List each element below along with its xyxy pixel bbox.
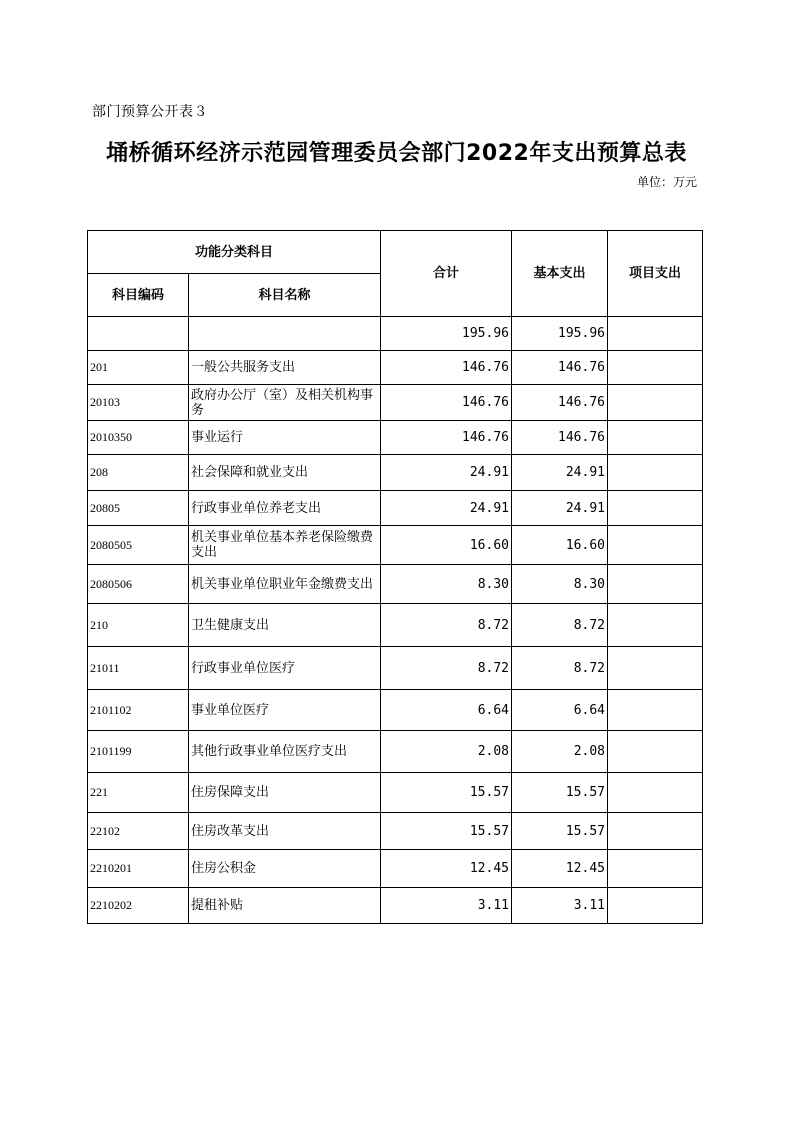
subject-name-cell: 机关事业单位基本养老保险缴费支出: [189, 526, 381, 565]
table-row: [88, 690, 703, 731]
table-row: [88, 351, 703, 385]
subject-code-cell: 208: [88, 455, 189, 491]
subject-name-cell: 社会保障和就业支出: [189, 455, 381, 491]
subject-name-cell: 卫生健康支出: [189, 604, 381, 647]
project-expenditure-cell: [608, 421, 703, 455]
project-expenditure-cell: [608, 526, 703, 565]
table-row: [88, 888, 703, 924]
table-row: [88, 526, 703, 565]
basic-expenditure-cell: 2.08: [512, 731, 608, 773]
budget-table: [87, 230, 703, 924]
subject-code-cell: 2101102: [88, 690, 189, 731]
project-expenditure-cell: [608, 604, 703, 647]
subject-code-cell: 2210202: [88, 888, 189, 924]
total-cell: 146.76: [381, 351, 512, 385]
subject-code-cell: [88, 317, 189, 351]
basic-expenditure-cell: 15.57: [512, 773, 608, 813]
basic-expenditure-cell: 24.91: [512, 455, 608, 491]
total-cell: 146.76: [381, 421, 512, 455]
total-cell: 15.57: [381, 813, 512, 850]
table-row: [88, 491, 703, 526]
table-number-label: 部门预算公开表３: [92, 104, 208, 120]
subject-name-cell: 事业运行: [189, 421, 381, 455]
project-expenditure-cell: [608, 888, 703, 924]
basic-expenditure-cell: 6.64: [512, 690, 608, 731]
function-classification-header: 功能分类科目: [88, 231, 381, 274]
subject-name-cell: 提租补贴: [189, 888, 381, 924]
table-row: [88, 317, 703, 351]
project-expenditure-cell: [608, 351, 703, 385]
total-cell: 3.11: [381, 888, 512, 924]
table-row: [88, 421, 703, 455]
subject-code-cell: 22102: [88, 813, 189, 850]
subject-code-cell: 2010350: [88, 421, 189, 455]
subject-name-cell: 其他行政事业单位医疗支出: [189, 731, 381, 773]
total-cell: 195.96: [381, 317, 512, 351]
project-expenditure-cell: [608, 385, 703, 421]
subject-name-cell: 行政事业单位医疗: [189, 647, 381, 690]
project-expenditure-cell: [608, 813, 703, 850]
subject-name-cell: [189, 317, 381, 351]
project-expenditure-cell: [608, 690, 703, 731]
basic-expenditure-cell: 146.76: [512, 351, 608, 385]
table-row: [88, 773, 703, 813]
subject-name-cell: 住房保障支出: [189, 773, 381, 813]
basic-expenditure-cell: 146.76: [512, 385, 608, 421]
subject-name-cell: 政府办公厅（室）及相关机构事务: [189, 385, 381, 421]
total-cell: 24.91: [381, 455, 512, 491]
total-column-header: 合计: [381, 231, 512, 317]
subject-code-cell: 2210201: [88, 850, 189, 888]
total-cell: 2.08: [381, 731, 512, 773]
project-expenditure-cell: [608, 647, 703, 690]
subject-code-header: 科目编码: [88, 274, 189, 317]
document-title: 埇桥循环经济示范园管理委员会部门2022年支出预算总表: [106, 141, 687, 166]
subject-code-cell: 2080506: [88, 565, 189, 604]
table-row: [88, 455, 703, 491]
total-cell: 15.57: [381, 773, 512, 813]
basic-expenditure-cell: 24.91: [512, 491, 608, 526]
subject-name-header: 科目名称: [189, 274, 381, 317]
total-cell: 16.60: [381, 526, 512, 565]
project-expenditure-column-header: 项目支出: [608, 231, 703, 317]
basic-expenditure-cell: 16.60: [512, 526, 608, 565]
subject-name-cell: 事业单位医疗: [189, 690, 381, 731]
project-expenditure-cell: [608, 565, 703, 604]
subject-code-cell: 20805: [88, 491, 189, 526]
subject-name-cell: 住房改革支出: [189, 813, 381, 850]
subject-code-cell: 20103: [88, 385, 189, 421]
project-expenditure-cell: [608, 491, 703, 526]
subject-code-cell: 210: [88, 604, 189, 647]
table-row: [88, 647, 703, 690]
project-expenditure-cell: [608, 850, 703, 888]
total-cell: 12.45: [381, 850, 512, 888]
total-cell: 24.91: [381, 491, 512, 526]
basic-expenditure-cell: 8.30: [512, 565, 608, 604]
unit-label: 单位：万元: [636, 175, 697, 189]
table-row: [88, 731, 703, 773]
basic-expenditure-cell: 15.57: [512, 813, 608, 850]
basic-expenditure-cell: 195.96: [512, 317, 608, 351]
subject-name-cell: 住房公积金: [189, 850, 381, 888]
basic-expenditure-column-header: 基本支出: [512, 231, 608, 317]
total-cell: 8.72: [381, 647, 512, 690]
total-cell: 146.76: [381, 385, 512, 421]
total-cell: 6.64: [381, 690, 512, 731]
table-row: [88, 604, 703, 647]
basic-expenditure-cell: 12.45: [512, 850, 608, 888]
project-expenditure-cell: [608, 773, 703, 813]
basic-expenditure-cell: 3.11: [512, 888, 608, 924]
table-row: [88, 565, 703, 604]
subject-code-cell: 2080505: [88, 526, 189, 565]
table-row: [88, 850, 703, 888]
table-body: [88, 317, 703, 924]
project-expenditure-cell: [608, 455, 703, 491]
subject-name-cell: 机关事业单位职业年金缴费支出: [189, 565, 381, 604]
subject-name-cell: 一般公共服务支出: [189, 351, 381, 385]
total-cell: 8.30: [381, 565, 512, 604]
subject-code-cell: 21011: [88, 647, 189, 690]
basic-expenditure-cell: 8.72: [512, 604, 608, 647]
project-expenditure-cell: [608, 731, 703, 773]
subject-code-cell: 2101199: [88, 731, 189, 773]
subject-name-cell: 行政事业单位养老支出: [189, 491, 381, 526]
table-row: [88, 813, 703, 850]
total-cell: 8.72: [381, 604, 512, 647]
subject-code-cell: 201: [88, 351, 189, 385]
table-row: [88, 385, 703, 421]
basic-expenditure-cell: 146.76: [512, 421, 608, 455]
basic-expenditure-cell: 8.72: [512, 647, 608, 690]
project-expenditure-cell: [608, 317, 703, 351]
subject-code-cell: 221: [88, 773, 189, 813]
